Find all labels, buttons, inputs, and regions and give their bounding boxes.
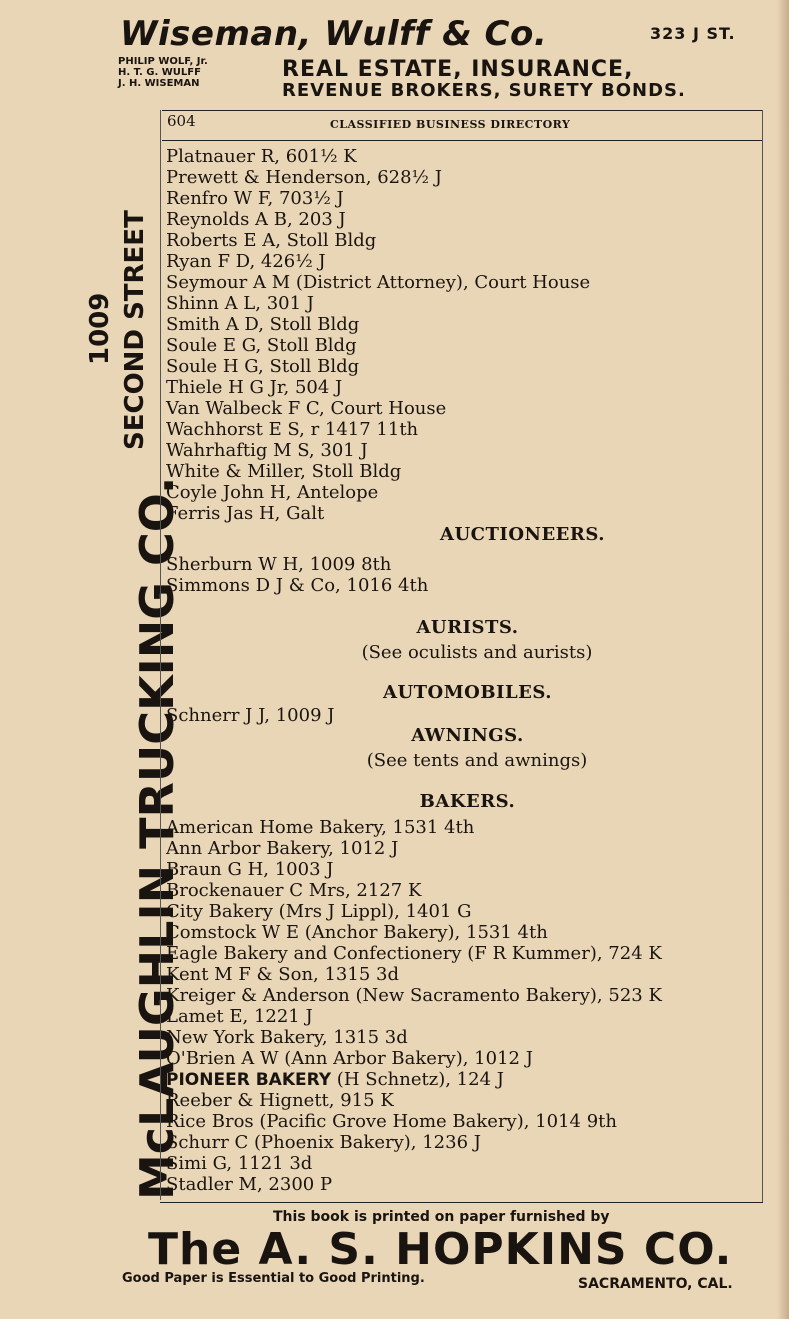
list-item: Roberts E A, Stoll Bldg xyxy=(166,230,377,251)
list-item: Brockenauer C Mrs, 2127 K xyxy=(166,880,422,901)
list-item: Coyle John H, Antelope xyxy=(166,482,379,503)
list-item: Soule E G, Stoll Bldg xyxy=(166,335,357,356)
list-item xyxy=(166,1070,504,1090)
side-ad-street: SECOND STREET xyxy=(120,210,150,450)
list-item: Platnauer R, 601½ K xyxy=(166,146,357,167)
section-note-awnings: (See tents and awnings) xyxy=(366,750,588,771)
header-top-rule xyxy=(162,110,762,111)
page-edge-shadow xyxy=(777,0,789,1319)
list-item: Schurr C (Phoenix Bakery), 1236 J xyxy=(166,1132,481,1153)
top-ad-services-line1: REAL ESTATE, INSURANCE, xyxy=(282,57,634,82)
section-note-aurists: (See oculists and aurists) xyxy=(361,642,593,663)
list-item: Seymour A M (District Attorney), Court House xyxy=(166,272,591,293)
section-heading-auctioneers: AUCTIONEERS. xyxy=(440,524,605,545)
list-item: Lamet E, 1221 J xyxy=(166,1006,313,1027)
list-item: Eagle Bakery and Confectionery (F R Kummer), 724 K xyxy=(166,943,662,964)
list-item: Renfro W F, 703½ J xyxy=(166,188,344,209)
list-item: Simi G, 1121 3d xyxy=(166,1153,313,1174)
list-item: Van Walbeck F C, Court House xyxy=(166,398,447,419)
list-item: New York Bakery, 1315 3d xyxy=(166,1027,408,1048)
list-item: American Home Bakery, 1531 4th xyxy=(166,817,475,838)
list-item: O'Brien A W (Ann Arbor Bakery), 1012 J xyxy=(166,1048,533,1069)
section-heading-awnings: AWNINGS. xyxy=(411,725,524,746)
list-item: Shinn A L, 301 J xyxy=(166,293,314,314)
list-item: Schnerr J J, 1009 J xyxy=(166,705,335,726)
bottom-ad-city: SACRAMENTO, CAL. xyxy=(578,1276,733,1292)
list-item: Kent M F & Son, 1315 3d xyxy=(166,964,399,985)
side-ad-company: McLAUGHLIN TRUCKING CO. xyxy=(130,476,184,1200)
bottom-rule xyxy=(160,1202,763,1203)
list-item: Simmons D J & Co, 1016 4th xyxy=(166,575,429,596)
list-item: Reeber & Hignett, 915 K xyxy=(166,1090,394,1111)
list-item: Ryan F D, 426½ J xyxy=(166,251,326,272)
section-heading-bakers: BAKERS. xyxy=(419,791,516,812)
list-item: Thiele H G Jr, 504 J xyxy=(166,377,343,398)
list-item: Wahrhaftig M S, 301 J xyxy=(166,440,368,461)
section-heading-automobiles: AUTOMOBILES. xyxy=(383,682,552,703)
side-ad-number: 1009 xyxy=(85,292,115,365)
list-item: Smith A D, Stoll Bldg xyxy=(166,314,360,335)
bottom-ad-slogan: Good Paper is Essential to Good Printing. xyxy=(122,1271,425,1286)
top-ad-address: 323 J ST. xyxy=(650,24,736,43)
top-ad-firm-name: Wiseman, Wulff & Co. xyxy=(120,14,548,54)
list-item: City Bakery (Mrs J Lippl), 1401 G xyxy=(166,901,472,922)
page-number: 604 xyxy=(167,112,196,130)
list-item: Wachhorst E S, r 1417 11th xyxy=(166,419,419,440)
top-ad-partner: H. T. G. WULFF xyxy=(118,67,201,78)
list-item: Prewett & Henderson, 628½ J xyxy=(166,167,442,188)
page-title: CLASSIFIED BUSINESS DIRECTORY xyxy=(330,118,571,131)
header-bottom-rule xyxy=(162,140,762,141)
list-item: Braun G H, 1003 J xyxy=(166,859,334,880)
list-item: Reynolds A B, 203 J xyxy=(166,209,346,230)
bottom-ad-intro: This book is printed on paper furnished by xyxy=(273,1209,610,1225)
top-ad-partner: J. H. WISEMAN xyxy=(118,78,200,89)
bold-business-name: PIONEER BAKERY xyxy=(166,1070,332,1090)
list-item: Soule H G, Stoll Bldg xyxy=(166,356,360,377)
list-item: Sherburn W H, 1009 8th xyxy=(166,554,392,575)
list-item: Stadler M, 2300 P xyxy=(166,1174,333,1195)
section-heading-aurists: AURISTS. xyxy=(416,617,519,638)
list-item: Comstock W E (Anchor Bakery), 1531 4th xyxy=(166,922,548,943)
top-ad-partner: PHILIP WOLF, Jr. xyxy=(118,56,208,67)
list-item: Rice Bros (Pacific Grove Home Bakery), 1014 9th xyxy=(166,1111,618,1132)
list-item: Ann Arbor Bakery, 1012 J xyxy=(166,838,399,859)
entry-detail: (H Schnetz), 124 J xyxy=(331,1069,504,1090)
bottom-ad-firm-name: The A. S. HOPKINS CO. xyxy=(148,1224,733,1275)
list-item: Kreiger & Anderson (New Sacramento Bakery), 523 K xyxy=(166,985,662,1006)
list-item: Ferris Jas H, Galt xyxy=(166,503,325,524)
top-ad-partners xyxy=(118,56,208,89)
list-item: White & Miller, Stoll Bldg xyxy=(166,461,402,482)
top-ad-services-line2: REVENUE BROKERS, SURETY BONDS. xyxy=(282,80,686,101)
